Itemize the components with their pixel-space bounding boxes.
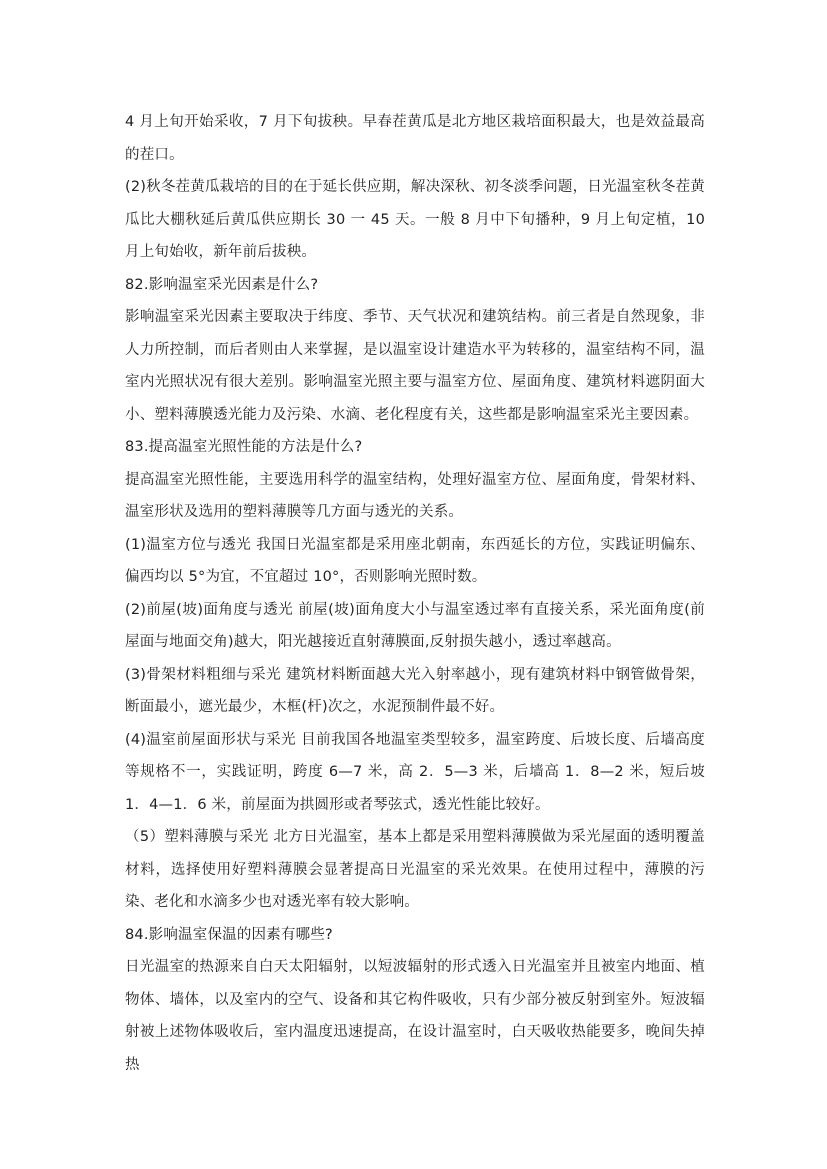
paragraph-orientation: (1)温室方位与透光 我国日光温室都是采用座北朝南，东西延长的方位，实践证明偏东、偏西均以 5°为宜，不宜超过 10°，否则影响光照时数。 xyxy=(125,536,705,585)
paragraph-lighting-factors: 影响温室采光因素主要取决于纬度、季节、天气状况和建筑结构。前三者是自然现象，非人力所控制，而后者则由人来掌握，是以温室设计建造水平为转移的，温室结构不同，温室内光照状况有很大差别。影响温室光照主要与温室方位、屋面角度、建筑材料遮阴面大小、塑料薄膜透光能力及污染、水滴、老化程度有关，这些都是影响温室采光主要因素。 xyxy=(125,309,705,423)
paragraph-improve-lighting: 提高温室光照性能，主要选用科学的温室结构，处理好温室方位、屋面角度，骨架材料、温室形状及选用的塑料薄膜等几方面与透光的关系。 xyxy=(125,471,705,520)
paragraph-cucumber-spring: 4 月上旬开始采收，7 月下旬拔秧。早春茬黄瓜是北方地区栽培面积最大，也是效益最高的茬口。 xyxy=(125,114,705,163)
paragraph-plastic-film: （5）塑料薄膜与采光 北方日光温室，基本上都是采用塑料薄膜做为采光屋面的透明覆盖材料，选择使用好塑料薄膜会显著提高日光温室的采光效果。在使用过程中，薄膜的污染、老化和水滴多少也对透光率有较大影响。 xyxy=(125,829,705,910)
heading-q83: 83.提高温室光照性能的方法是什么? xyxy=(125,439,363,455)
document-body xyxy=(125,106,705,1081)
paragraph-autumn-winter-cucumber: (2)秋冬茬黄瓜栽培的目的在于延长供应期，解决深秋、初冬淡季问题，日光温室秋冬茬黄瓜比大棚秋延后黄瓜供应期长 30 一 45 天。一般 8 月中下旬播种，9 月上旬定植，10 月上旬始收，新年前后拔秧。 xyxy=(125,179,705,260)
heading-q82: 82.影响温室采光因素是什么? xyxy=(125,276,319,293)
paragraph-heat-source: 日光温室的热源来自白天太阳辐射，以短波辐射的形式透入日光温室并且被室内地面、植物体、墙体，以及室内的空气、设备和其它构件吸收，只有少部分被反射到室外。短波辐射被上述物体吸收后，室内温度迅速提高，在设计温室时，白天吸收热能要多，晚间失掉热 xyxy=(125,959,705,1073)
paragraph-roof-angle: (2)前屋(坡)面角度与透光 前屋(坡)面角度大小与温室透过率有直接关系，采光面角度(前屋面与地面交角)越大，阳光越接近直射薄膜面,反射损失越小，透过率越高。 xyxy=(125,601,705,650)
paragraph-frame-material: (3)骨架材料粗细与采光 建筑材料断面越大光入射率越小，现有建筑材料中钢管做骨架，断面最小，遮光最少，木框(杆)次之，水泥预制件最不好。 xyxy=(125,666,705,715)
heading-q84: 84.影响温室保温的因素有哪些? xyxy=(125,926,333,943)
paragraph-roof-shape: (4)温室前屋面形状与采光 目前我国各地温室类型较多，温室跨度、后坡长度、后墙高度等规格不一，实践证明，跨度 6—7 米，高 2．5—3 米，后墙高 1．8—2 米，短后坡 1．4—1．6 米，前屋面为拱圆形或者琴弦式，透光性能比较好。 xyxy=(125,731,705,813)
